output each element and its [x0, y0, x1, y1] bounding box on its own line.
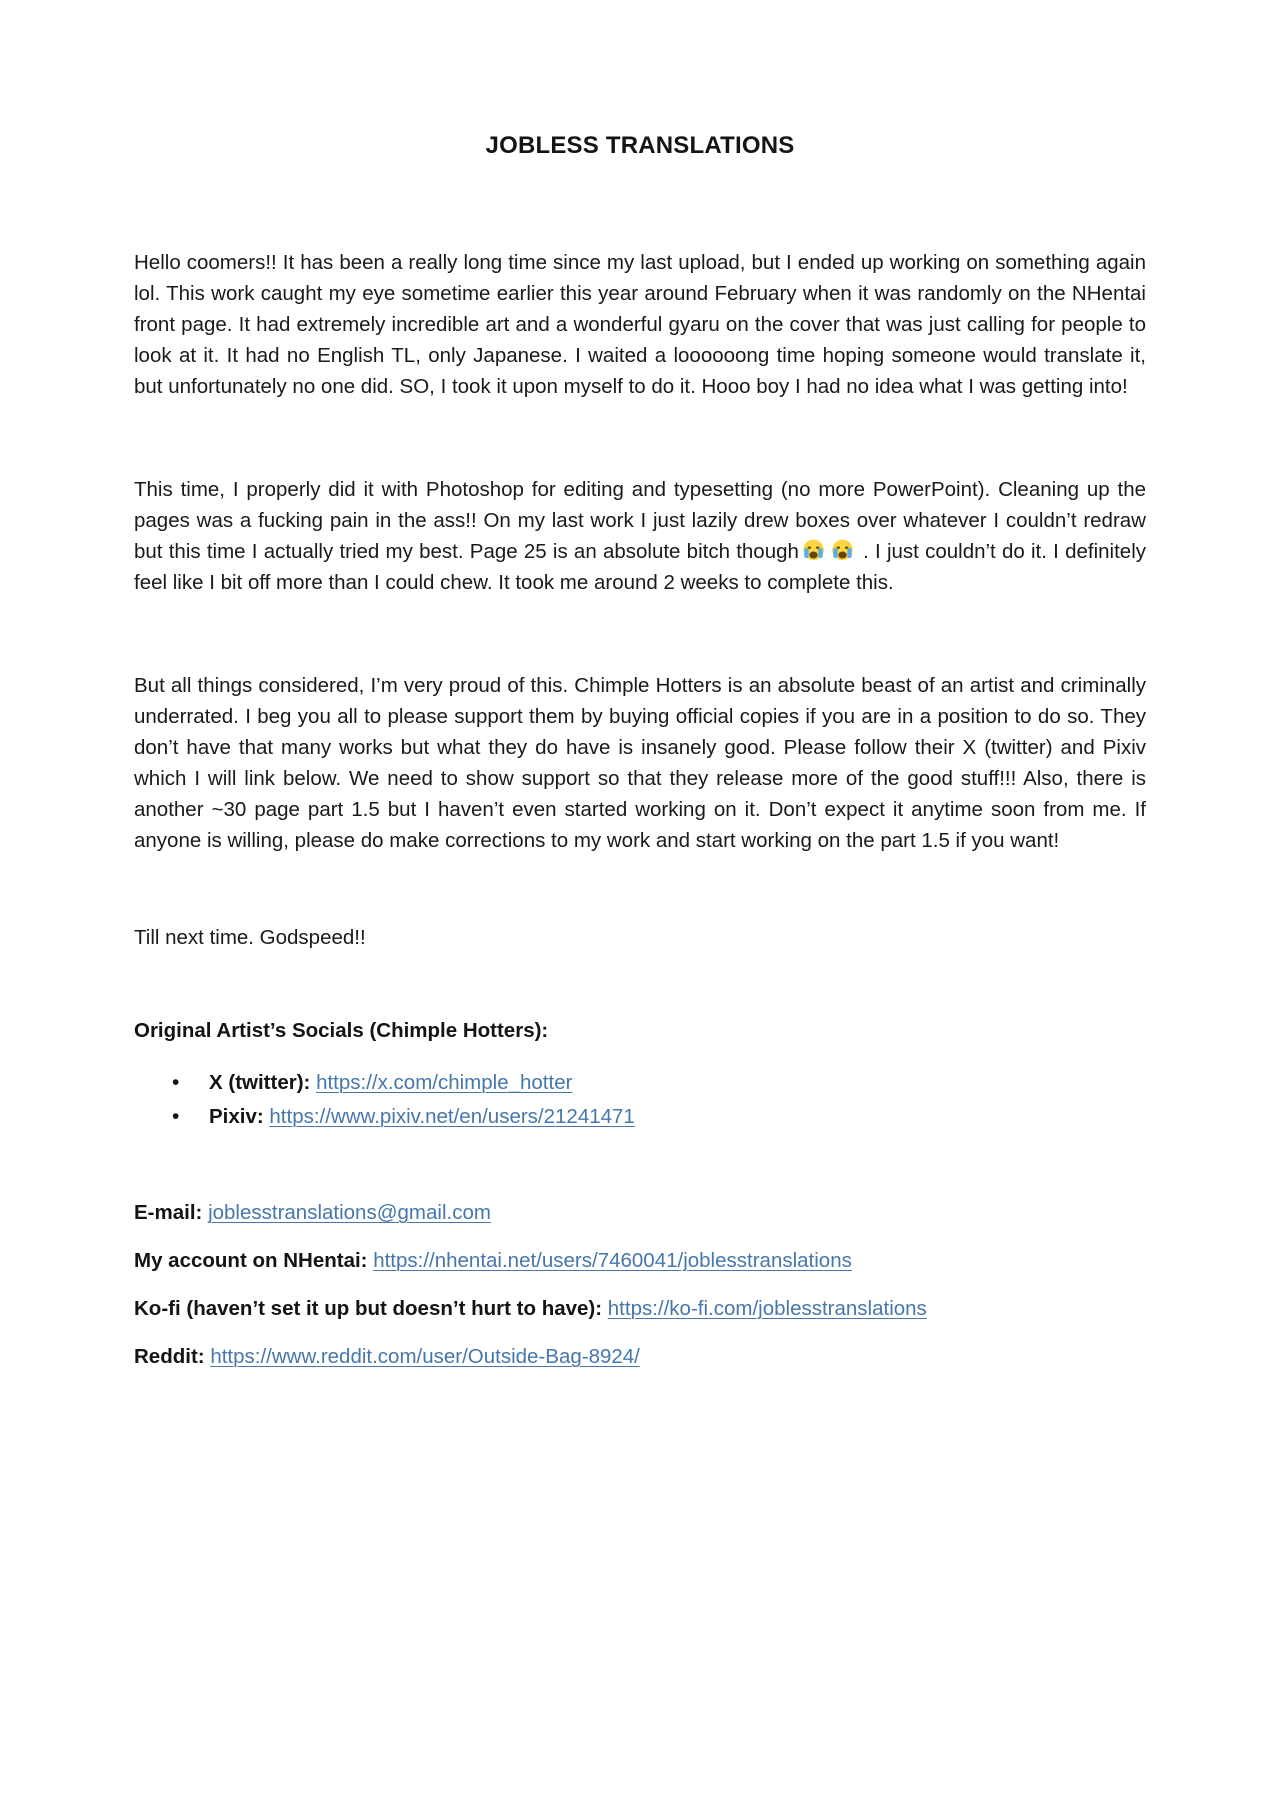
contact-line-nhentai: [134, 1245, 1146, 1276]
crying-emoji-icon: [831, 539, 854, 562]
paragraph-process: [134, 474, 1146, 598]
contact-label-email: E-mail:: [134, 1201, 203, 1224]
crying-emoji-icon: [802, 539, 825, 562]
document-title: JOBLESS TRANSLATIONS: [485, 132, 795, 159]
signoff-line: Till next time. Godspeed!!: [134, 926, 366, 949]
email-link[interactable]: joblesstranslations@gmail.com: [208, 1201, 491, 1224]
paragraph-support: But all things considered, I’m very proud of this. Chimple Hotters is an absolute beast of an artist and criminally underrated. I beg you all to please support them by buying official copies if you are in a position to do so. They don’t have that many works but what they do have is insanely good. Please follow their X (twitter) and Pixiv which I will link below. We need to show support so that they release more of the good stuff!!! Also, there is another ~30 page part 1.5 but I haven’t even started working on it. Don’t expect it anytime soon from me. If anyone is willing, please do make corrections to my work and start working on the part 1.5 if you want!: [134, 674, 1146, 852]
contact-label-nhentai: My account on NHentai:: [134, 1249, 368, 1272]
socials-heading: Original Artist’s Socials (Chimple Hotters):: [134, 1019, 549, 1042]
contact-line-kofi: [134, 1293, 1146, 1324]
contact-line-reddit: [134, 1341, 1146, 1372]
contact-label-reddit: Reddit:: [134, 1345, 205, 1368]
paragraph-process-text-after: . I just couldn’t do it. I definitely feel like I bit off more than I could chew. It took me around 2 weeks to complete this.: [134, 540, 1146, 594]
reddit-link[interactable]: https://www.reddit.com/user/Outside-Bag-8924/: [210, 1345, 640, 1368]
paragraph-intro: Hello coomers!! It has been a really long time since my last upload, but I ended up working on something again lol. This work caught my eye sometime earlier this year around February when it was randomly on the NHentai front page. It had extremely incredible art and a wonderful gyaru on the cover that was just calling for people to look at it. It had no English TL, only Japanese. I waited a loooooong time hoping someone would translate it, but unfortunately no one did. SO, I took it upon myself to do it. Hooo boy I had no idea what I was getting into!: [134, 251, 1146, 398]
kofi-link[interactable]: https://ko-fi.com/joblesstranslations: [607, 1297, 927, 1320]
contact-line-email: [134, 1197, 1146, 1228]
social-label-pixiv: Pixiv:: [209, 1105, 264, 1128]
pixiv-link[interactable]: https://www.pixiv.net/en/users/21241471: [269, 1105, 635, 1128]
social-label-twitter: X (twitter):: [209, 1071, 311, 1094]
nhentai-link[interactable]: https://nhentai.net/users/7460041/joblesstranslations: [373, 1249, 852, 1272]
twitter-link[interactable]: https://x.com/chimple_hotter: [316, 1071, 573, 1094]
social-item-pixiv: [134, 1101, 1146, 1132]
paragraph-process-text-before: This time, I properly did it with Photoshop for editing and typesetting (no more PowerPoint). Cleaning up the pages was a fucking pain in the ass!! On my last work I just lazily drew boxes over whatever I couldn’t redraw but this time I actually tried my best. Page 25 is an absolute bitch though: [134, 478, 1146, 563]
socials-list: [134, 1067, 1146, 1132]
contact-label-kofi: Ko-fi (haven’t set it up but doesn’t hurt to have):: [134, 1297, 603, 1320]
social-item-twitter: [134, 1067, 1146, 1098]
